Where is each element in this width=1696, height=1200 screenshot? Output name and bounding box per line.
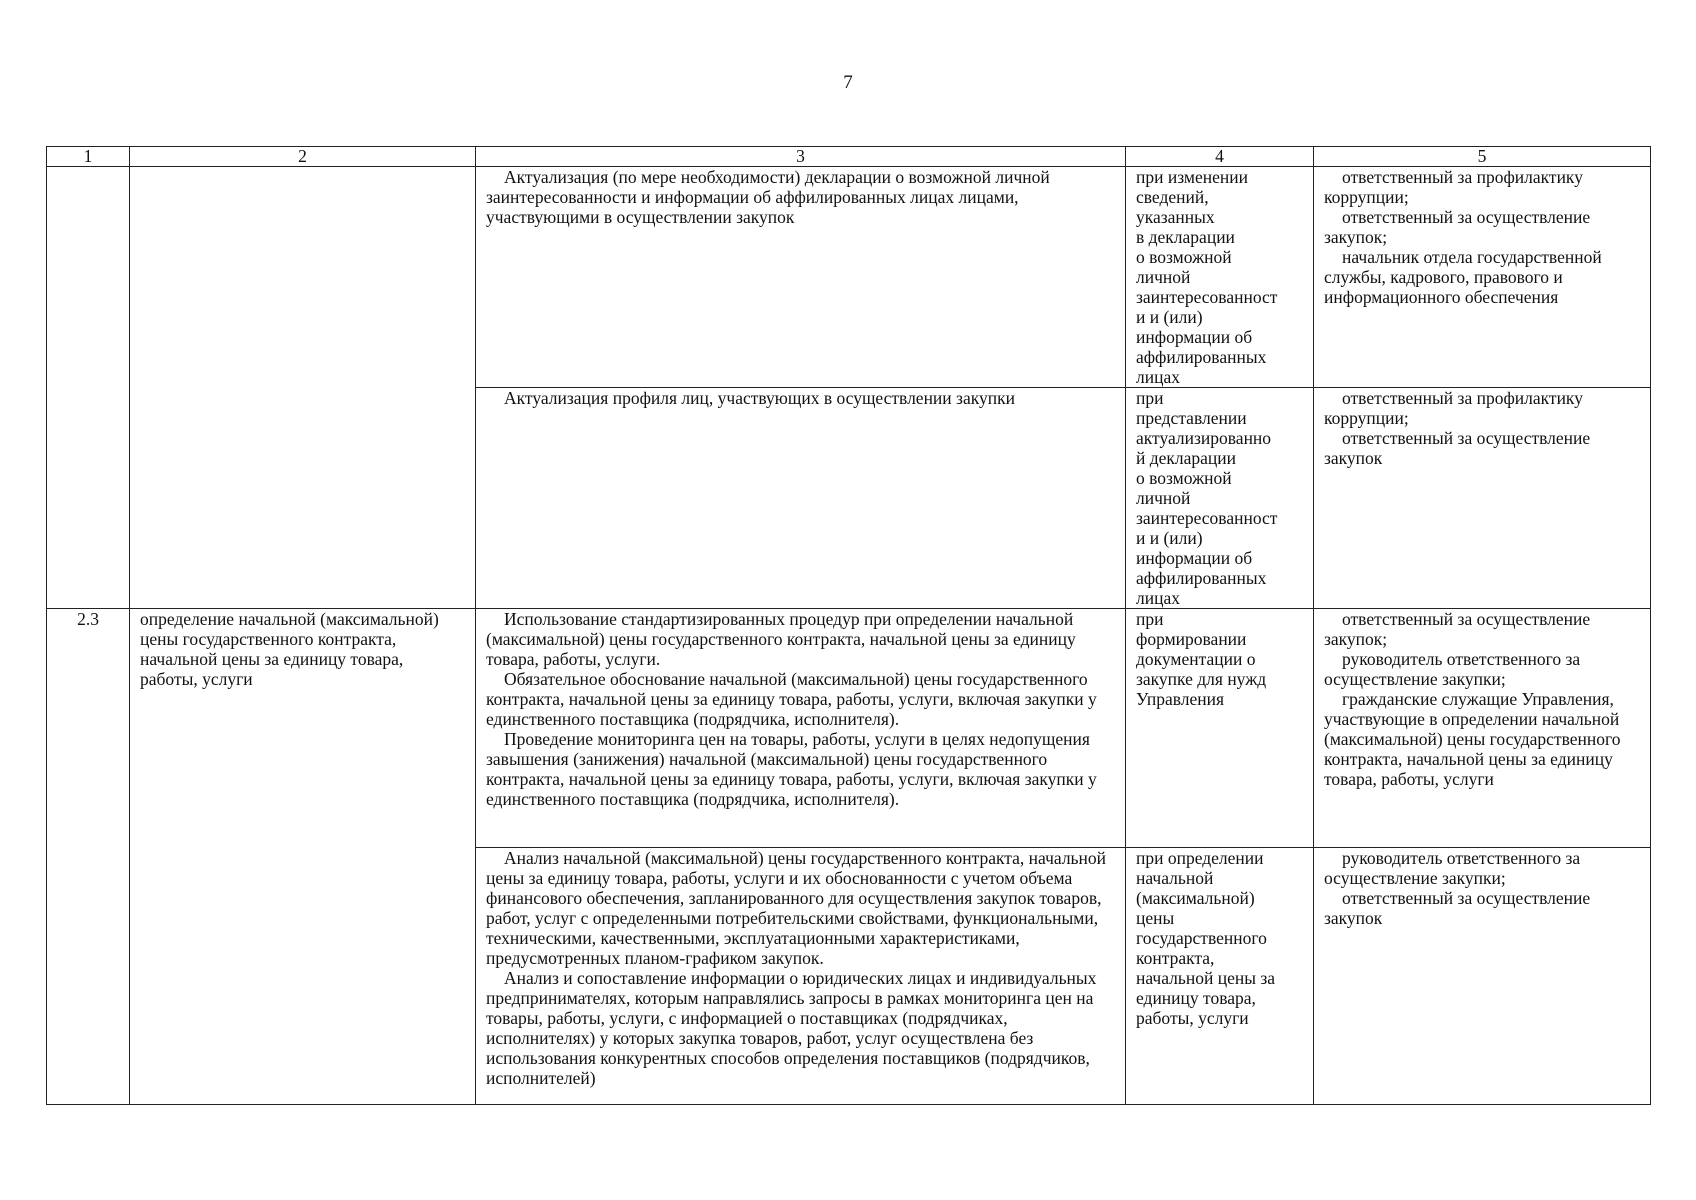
cell-term: [1126, 609, 1314, 848]
term-line: контракта,: [1136, 948, 1215, 968]
table-row: [47, 609, 1651, 848]
cell-measure: [476, 388, 1126, 609]
term-line: Управления: [1136, 689, 1225, 709]
responsible-text: ответственный за профилактику коррупции;: [1324, 167, 1583, 207]
responsible-text: гражданские служащие Управления, участвующие в определении начальной (максимальной) цены государственного контракта, начальной цены за единицу товара, работы, услуги: [1324, 689, 1621, 789]
measure-text: Актуализация (по мере необходимости) декларации о возможной личной заинтересованности и информации об аффилированных лицах лицами, участвующими в осуществлении закупок: [486, 167, 1050, 227]
column-header: 5: [1314, 147, 1651, 167]
term-line: и и (или): [1136, 307, 1203, 327]
term-line: информации об: [1136, 548, 1253, 568]
column-header: 2: [130, 147, 476, 167]
term-line: и и (или): [1136, 528, 1203, 548]
measures-table: [46, 146, 1651, 1105]
term-line: при определении: [1136, 848, 1264, 868]
responsible-text: руководитель ответственного за осуществление закупки;: [1324, 649, 1581, 689]
responsible-text: ответственный за осуществление закупок: [1324, 888, 1591, 928]
term-line: лицах: [1136, 367, 1180, 387]
responsible-text: начальник отдела государственной службы, кадрового, правового и информационного обеспечения: [1324, 247, 1602, 307]
cell-responsible: [1314, 167, 1651, 388]
term-line: государственного: [1136, 928, 1267, 948]
cell-measure: [476, 848, 1126, 1105]
responsible-text: ответственный за осуществление закупок;: [1324, 609, 1591, 649]
cell-number: [47, 167, 130, 609]
term-line: формировании: [1136, 629, 1247, 649]
responsible-text: ответственный за профилактику коррупции;: [1324, 388, 1583, 428]
term-line: начальной: [1136, 868, 1214, 888]
term-line: актуализированно: [1136, 428, 1272, 448]
term-line: личной: [1136, 488, 1191, 508]
term-line: при: [1136, 609, 1164, 629]
column-header: 4: [1126, 147, 1314, 167]
term-line: информации об: [1136, 327, 1253, 347]
term-line: работы, услуги: [1136, 1008, 1249, 1028]
measure-text: Проведение мониторинга цен на товары, работы, услуги в целях недопущения завышения (занижения) начальной (максимальной) цены государственного контракта, начальной цены за единицу товара, работы, услуги, включая закупки у единственного поставщика (подрядчика, исполнителя).: [486, 729, 1097, 809]
measure-text: Анализ начальной (максимальной) цены государственного контракта, начальной цены за единицу товара, работы, услуги и их обоснованности с учетом объема финансового обеспечения, запланированного для осуществления закупок товаров, работ, услуг с определенными потребительскими свойствами, функциональными, техническими, качественными, эксплуатационными характеристиками, предусмотренных планом-графиком закупок.: [486, 848, 1107, 968]
term-line: лицах: [1136, 588, 1180, 608]
risk-text: определение начальной (максимальной) цены государственного контракта, начальной цены за единицу товара, работы, услуги: [140, 609, 439, 689]
responsible-text: ответственный за осуществление закупок: [1324, 428, 1591, 468]
term-line: сведений,: [1136, 187, 1209, 207]
term-line: закупке для нужд: [1136, 669, 1267, 689]
cell-risk: [130, 167, 476, 609]
cell-measure: [476, 609, 1126, 848]
term-line: о возможной: [1136, 468, 1232, 488]
responsible-text: руководитель ответственного за осуществление закупки;: [1324, 848, 1581, 888]
term-line: документации о: [1136, 649, 1256, 669]
term-line: представлении: [1136, 408, 1247, 428]
column-header: 1: [47, 147, 130, 167]
term-line: указанных: [1136, 207, 1215, 227]
table-header-row: [47, 147, 1651, 167]
term-line: о возможной: [1136, 247, 1232, 267]
cell-term: [1126, 167, 1314, 388]
cell-responsible: [1314, 388, 1651, 609]
measure-text: Анализ и сопоставление информации о юридических лицах и индивидуальных предпринимателях, которым направлялись запросы в рамках мониторинга цен на товары, работы, услуги, с информацией о поставщиках (подрядчиках, исполнителях) у которых закупка товаров, работ, услуг осуществлена без использования конкурентных способов определения поставщиков (подрядчиков, исполнителей): [486, 968, 1097, 1088]
responsible-text: ответственный за осуществление закупок;: [1324, 207, 1591, 247]
term-line: при изменении: [1136, 167, 1248, 187]
term-line: заинтересованност: [1136, 508, 1278, 528]
cell-measure: [476, 167, 1126, 388]
term-line: в декларации: [1136, 227, 1235, 247]
measure-text: Использование стандартизированных процедур при определении начальной (максимальной) цены государственного контракта, начальной цены за единицу товара, работы, услуги.: [486, 609, 1076, 669]
cell-responsible: [1314, 609, 1651, 848]
term-line: цены: [1136, 908, 1175, 928]
measure-text: Актуализация профиля лиц, участвующих в осуществлении закупки: [504, 388, 1015, 408]
page-number: 7: [843, 72, 853, 93]
term-line: аффилированных: [1136, 568, 1267, 588]
table-row: [47, 167, 1651, 388]
column-header: 3: [476, 147, 1126, 167]
measure-text: Обязательное обоснование начальной (максимальной) цены государственного контракта, начальной цены за единицу товара, работы, услуги, включая закупки у единственного поставщика (подрядчика, исполнителя).: [486, 669, 1097, 729]
cell-risk: [130, 609, 476, 1105]
term-line: личной: [1136, 267, 1191, 287]
term-line: й декларации: [1136, 448, 1237, 468]
cell-term: [1126, 848, 1314, 1105]
term-line: аффилированных: [1136, 347, 1267, 367]
term-line: единицу товара,: [1136, 988, 1256, 1008]
term-line: (максимальной): [1136, 888, 1255, 908]
cell-term: [1126, 388, 1314, 609]
term-line: начальной цены за: [1136, 968, 1276, 988]
cell-number: 2.3: [47, 609, 130, 1105]
cell-responsible: [1314, 848, 1651, 1105]
term-line: при: [1136, 388, 1164, 408]
term-line: заинтересованност: [1136, 287, 1278, 307]
